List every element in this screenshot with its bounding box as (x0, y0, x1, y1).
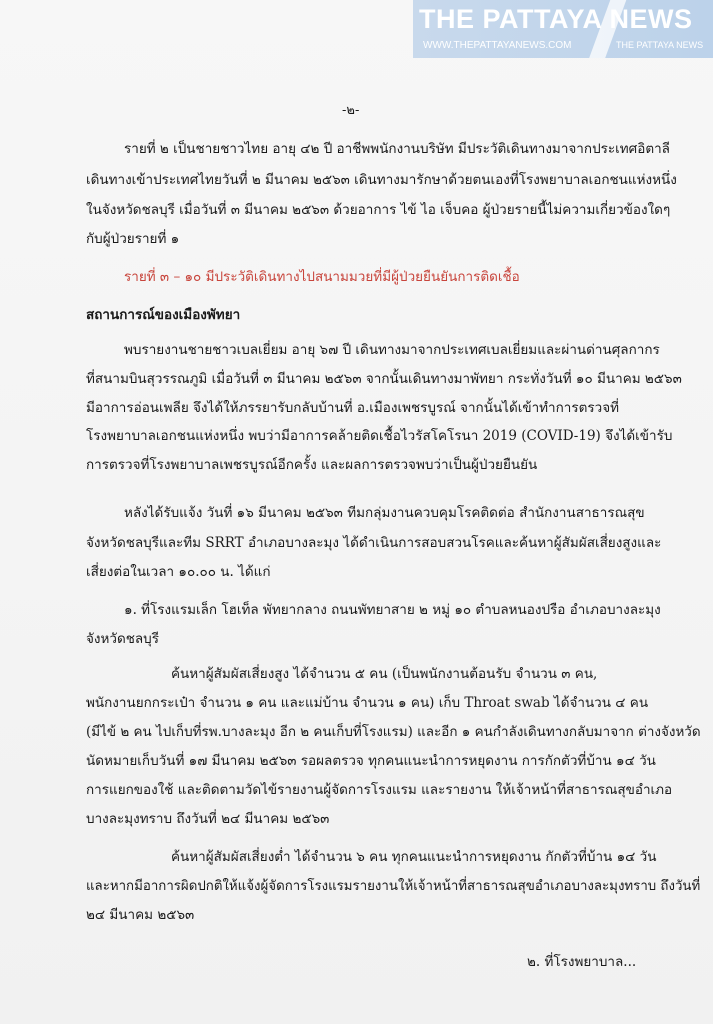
highlight-note: รายที่ ๓ – ๑๐ มีประวัติเดินทางไปสนามมวยที่มีผู้ป่วยยืนยันการติดเชื้อ (124, 269, 520, 285)
para2-line: หลังได้รับแจ้ง วันที่ ๑๖ มีนาคม ๒๕๖๓ ทีมกลุ่มงานควบคุมโรคติดต่อ สำนักงานสาธารณสุข (124, 505, 645, 521)
case2-line: เดินทางเข้าประเทศไทยวันที่ ๒ มีนาคม ๒๕๖๓ เดินทางมารักษาด้วยตนเองที่โรงพยาบาลเอกชนแห่งหนึ่ง (86, 172, 677, 188)
case2-line: ในจังหวัดชลบุรี เมื่อวันที่ ๓ มีนาคม ๒๕๖๓ ด้วยอาการ ไข้ ไอ เจ็บคอ ผู้ป่วยรายนี้ไม่ความเกี่ยวข้องใดๆ (86, 202, 671, 218)
next-section-label: ๒. ที่โรงพยาบาล... (527, 954, 637, 970)
para1-line: การตรวจที่โรงพยาบาลเพชรบูรณ์อีกครั้ง และผลการตรวจพบว่าเป็นผู้ป่วยยืนยัน (86, 457, 538, 473)
low-risk-line: ๒๔ มีนาคม ๒๕๖๓ (86, 907, 195, 923)
case2-line: กับผู้ป่วยรายที่ ๑ (86, 231, 180, 247)
para1-line: มีอาการอ่อนเพลีย จึงได้ให้ภรรยารับกลับบ้านที่ อ.เมืองเพชรบูรณ์ จากนั้นได้เข้าทำการตรวจที่ (86, 400, 620, 416)
case2-line: รายที่ ๒ เป็นชายชาวไทย อายุ ๔๒ ปี อาชีพพนักงานบริษัท มีประวัติเดินทางมาจากประเทศอิตาลี (124, 141, 670, 157)
section-title: สถานการณ์ของเมืองพัทยา (86, 307, 241, 323)
para1-line: โรงพยาบาลเอกชนแห่งหนึ่ง พบว่ามีอาการคล้ายติดเชื้อไวรัสโคโรนา 2019 (COVID-19) จึงได้เข้ารับ (86, 428, 673, 444)
para2-line: เสี่ยงต่อในเวลา ๑๐.๐๐ น. ได้แก่ (86, 564, 271, 580)
high-risk-line: นัดหมายเก็บวันที่ ๑๗ มีนาคม ๒๕๖๓ รอผลตรวจ ทุกคนแนะนำการหยุดงาน การกักตัวที่บ้าน ๑๔ วัน (86, 753, 656, 769)
high-risk-line: ค้นหาผู้สัมผัสเสี่ยงสูง ได้จำนวน ๕ คน (เป็นพนักงานต้อนรับ จำนวน ๓ คน, (171, 666, 598, 682)
high-risk-line: การแยกของใช้ และติดตามวัดไข้รายงานผู้จัดการโรงแรม และรายงาน ให้เจ้าหน้าที่สาธารณสุขอำเภอ (86, 782, 673, 798)
watermark-logo (413, 0, 713, 58)
watermark-sub: THE PATTAYA NEWS (616, 40, 704, 50)
page-number: -๒- (342, 103, 360, 118)
high-risk-line: พนักงานยกกระเป๋า จำนวน ๑ คน และแม่บ้าน จำนวน ๑ คน) เก็บ Throat swab ได้จำนวน ๔ คน (86, 695, 649, 711)
low-risk-line: ค้นหาผู้สัมผัสเสี่ยงต่ำ ได้จำนวน ๖ คน ทุกคนแนะนำการหยุดงาน กักตัวที่บ้าน ๑๔ วัน (171, 849, 657, 865)
high-risk-line: บางละมุงทราบ ถึงวันที่ ๒๔ มีนาคม ๒๕๖๓ (86, 811, 330, 827)
item1-line: จังหวัดชลบุรี (86, 631, 160, 647)
high-risk-line: (มีไข้ ๒ คน ไปเก็บที่รพ.บางละมุง อีก ๒ คนเก็บที่โรงแรม) และอีก ๑ คนกำลังเดินทางกลับมาจาก ต่างจังหวัด (86, 724, 701, 740)
para1-line: ที่สนามบินสุวรรณภูมิ เมื่อวันที่ ๓ มีนาคม ๒๕๖๓ จากนั้นเดินทางมาพัทยา กระทั่งวันที่ ๑๐ มีนาคม ๒๕๖๓ (86, 371, 682, 387)
watermark-title: THE PATTAYA NEWS (419, 4, 693, 34)
para2-line: จังหวัดชลบุรีและทีม SRRT อำเภอบางละมุง ได้ดำเนินการสอบสวนโรคและค้นหาผู้สัมผัสเสี่ยงสูงและ (86, 535, 662, 551)
watermark-url: WWW.THEPATTAYANEWS.COM (423, 40, 572, 51)
para1-line: พบรายงานชายชาวเบลเยี่ยม อายุ ๖๗ ปี เดินทางมาจากประเทศเบลเยี่ยมและผ่านด่านศุลกากร (124, 342, 660, 358)
item1-line: ๑. ที่โรงแรมเล็ก โฮเท็ล พัทยากลาง ถนนพัทยาสาย ๒ หมู่ ๑๐ ตำบลหนองปรือ อำเภอบางละมุง (124, 602, 661, 618)
low-risk-line: และหากมีอาการผิดปกติให้แจ้งผู้จัดการโรงแรมรายงานให้เจ้าหน้าที่สาธารณสุขอำเภอบางละมุงทราบ ถึงวันที่ (86, 878, 701, 894)
